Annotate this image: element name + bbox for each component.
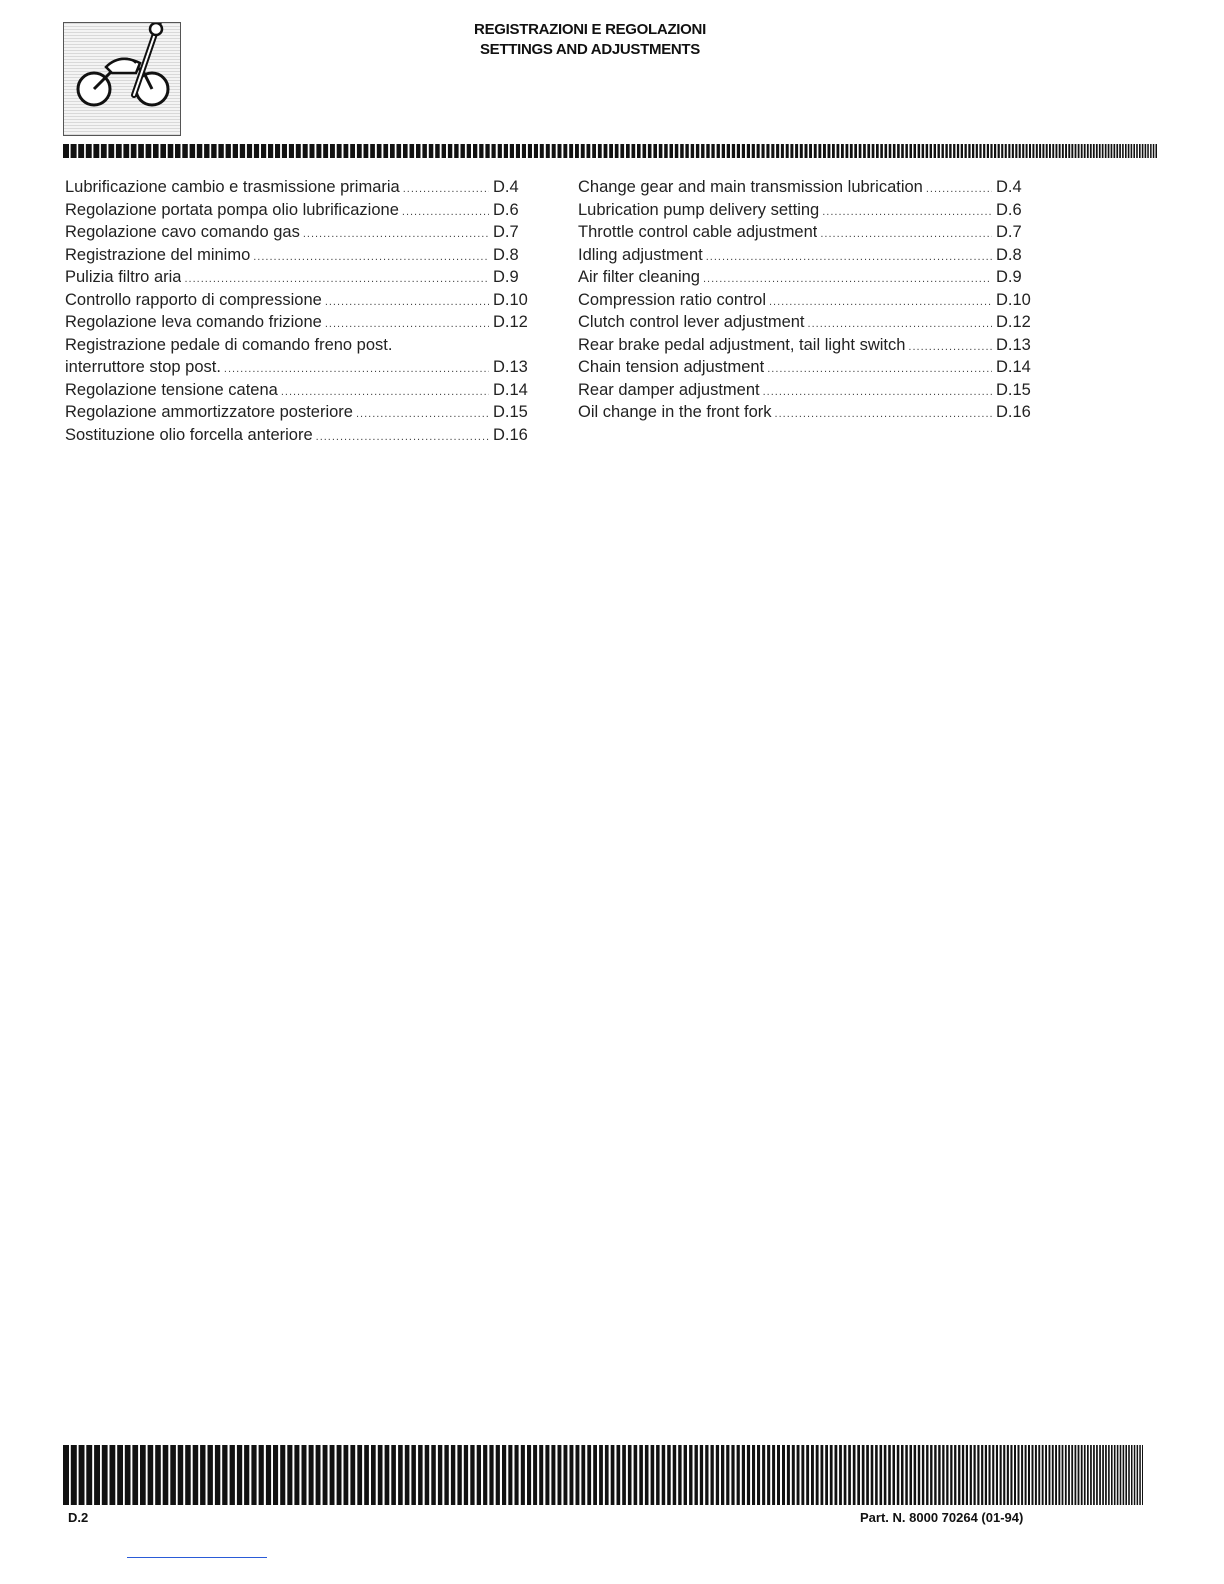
- toc-entry: [578, 223, 1038, 246]
- toc-entry: [65, 223, 535, 246]
- toc-leader-dots: [808, 318, 992, 330]
- toc-entry-title: Clutch control lever adjustment: [578, 313, 805, 331]
- toc-entry-page: D.15: [996, 380, 1031, 399]
- toc-entry-page: D.4: [996, 178, 1022, 196]
- toc-entry-page: D.9: [493, 268, 519, 286]
- toc-entry-title: Lubrication pump delivery setting: [578, 200, 820, 219]
- toc-entry-title: Controllo rapporto di compressione: [65, 290, 322, 309]
- toc-entry: [65, 246, 535, 269]
- toc-entry-title: Pulizia filtro aria: [65, 268, 182, 286]
- toc-entry-page: D.10: [493, 290, 528, 309]
- footer-bar-strip: [63, 1445, 1143, 1505]
- toc-leader-dots: [775, 408, 992, 420]
- toc-leader-dots: [769, 296, 992, 308]
- toc-leader-dots: [822, 206, 992, 218]
- toc-entry-title: Sostituzione olio forcella anteriore: [65, 425, 313, 444]
- toc-entry-page: D.4: [493, 178, 519, 196]
- toc-entry-title: Compression ratio control: [578, 290, 766, 309]
- toc-entry-page: D.8: [996, 245, 1022, 264]
- toc-entry: [65, 268, 535, 291]
- toc-entry-page: D.7: [996, 223, 1022, 241]
- footer-link-underline: [127, 1557, 267, 1558]
- toc-entry-page: D.14: [996, 358, 1031, 376]
- toc-entry: [578, 403, 1038, 426]
- toc-leader-dots: [763, 386, 992, 398]
- toc-entry-page: D.6: [996, 200, 1022, 219]
- toc-entry: [578, 381, 1038, 404]
- toc-leader-dots: [303, 228, 489, 240]
- toc-entry: [65, 201, 535, 224]
- toc-entry: [65, 403, 535, 426]
- toc-leader-dots: [402, 206, 489, 218]
- toc-leader-dots: [356, 408, 489, 420]
- toc-entry-page: D.13: [493, 358, 528, 376]
- toc-leader-dots: [403, 183, 489, 195]
- toc-entry-page: D.10: [996, 290, 1031, 309]
- header-bar-strip: [63, 144, 1158, 158]
- toc-entry-title: Regolazione cavo comando gas: [65, 223, 300, 241]
- toc-entry-title: Registrazione pedale di comando freno post.: [65, 335, 393, 354]
- title-english: SETTINGS AND ADJUSTMENTS: [479, 41, 701, 58]
- toc-entry-page: D.16: [493, 425, 528, 444]
- toc-entry-title: Regolazione leva comando frizione: [65, 313, 322, 331]
- footer-part-number: Part. N. 8000 70264 (01-94): [860, 1510, 1024, 1525]
- toc-entry: [578, 313, 1038, 336]
- toc-leader-dots: [767, 363, 992, 375]
- toc-entry-page: D.12: [996, 313, 1031, 331]
- toc-entry-title: Idling adjustment: [578, 245, 703, 264]
- toc-entry-page: D.8: [493, 245, 519, 264]
- title-italian: REGISTRAZIONI E REGOLAZIONI: [474, 21, 706, 38]
- toc-entry-page: D.12: [493, 313, 528, 331]
- toc-leader-dots: [926, 183, 992, 195]
- toc-entry: [578, 358, 1038, 381]
- toc-italian: [65, 178, 535, 448]
- toc-entry-title: Lubrificazione cambio e trasmissione primaria: [65, 178, 400, 196]
- toc-entry: [578, 246, 1038, 269]
- toc-leader-dots: [316, 431, 489, 443]
- section-logo: [63, 22, 181, 136]
- toc-entry: [578, 291, 1038, 314]
- toc-entry-title: Regolazione portata pompa olio lubrificazione: [65, 200, 399, 219]
- toc-entry-title: Rear damper adjustment: [578, 380, 760, 399]
- toc-leader-dots: [325, 318, 489, 330]
- toc-leader-dots: [253, 251, 489, 263]
- toc-entry-title: Oil change in the front fork: [578, 403, 772, 421]
- toc-entry-title: Regolazione ammortizzatore posteriore: [65, 403, 353, 421]
- toc-leader-dots: [706, 251, 992, 263]
- toc-entry: [65, 313, 535, 336]
- toc-leader-dots: [820, 228, 992, 240]
- toc-entry-page: D.6: [493, 200, 519, 219]
- toc-english: [578, 178, 1038, 426]
- toc-entry-title: Air filter cleaning: [578, 268, 700, 286]
- toc-entry-page: D.7: [493, 223, 519, 241]
- toc-leader-dots: [908, 341, 992, 353]
- toc-entry: [65, 426, 535, 449]
- toc-entry: [65, 358, 535, 381]
- toc-entry-title: Change gear and main transmission lubrication: [578, 178, 923, 196]
- toc-entry: [65, 381, 535, 404]
- toc-entry: [578, 336, 1038, 359]
- toc-leader-dots: [281, 386, 489, 398]
- footer-page-number: D.2: [68, 1510, 89, 1525]
- page-header: [400, 20, 780, 60]
- toc-entry-title: Registrazione del minimo: [65, 245, 251, 264]
- toc-leader-dots: [325, 296, 489, 308]
- toc-entry-page: D.16: [996, 403, 1031, 421]
- toc-entry: [65, 291, 535, 314]
- motorcycle-wrench-icon: [64, 23, 180, 135]
- toc-entry: [65, 336, 535, 359]
- toc-entry: [578, 268, 1038, 291]
- toc-entry-page: D.9: [996, 268, 1022, 286]
- toc-entry: [65, 178, 535, 201]
- toc-leader-dots: [224, 363, 489, 375]
- toc-entry-title: Regolazione tensione catena: [65, 380, 278, 399]
- toc-leader-dots: [703, 273, 992, 285]
- toc-entry-title: Rear brake pedal adjustment, tail light switch: [578, 335, 906, 354]
- toc-entry-title: Throttle control cable adjustment: [578, 223, 818, 241]
- toc-entry-page: D.15: [493, 403, 528, 421]
- toc-entry: [578, 178, 1038, 201]
- toc-entry: [578, 201, 1038, 224]
- toc-entry-title: Chain tension adjustment: [578, 358, 765, 376]
- toc-entry-page: D.13: [996, 335, 1031, 354]
- toc-leader-dots: [184, 273, 489, 285]
- toc-entry-page: D.14: [493, 380, 528, 399]
- toc-entry-title: interruttore stop post.: [65, 358, 221, 376]
